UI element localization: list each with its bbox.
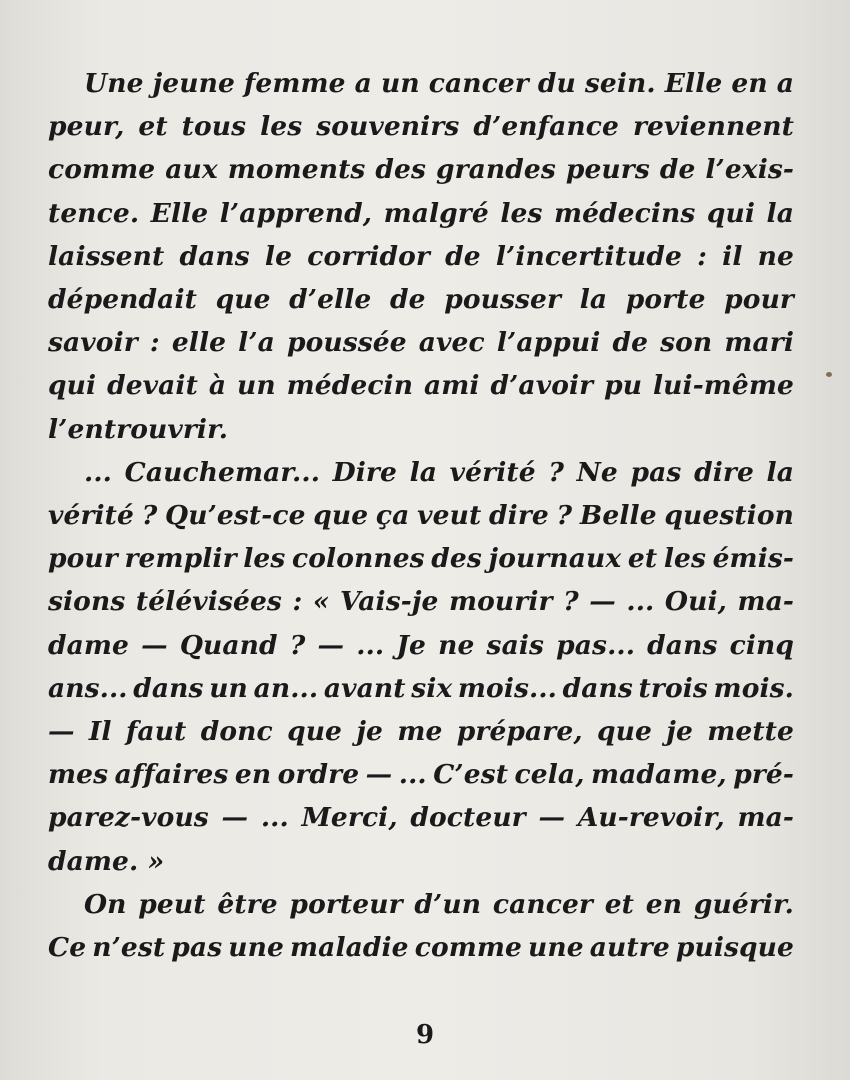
text-line: dame — Quand ? — ... Je ne sais pas... dans cinq [48,629,794,661]
text-line: ... Cauchemar... Dire la vérité ? Ne pas dire la [84,456,794,488]
text-line: — Il faut donc que je me prépare, que je mette [48,716,794,748]
text-line: peur, et tous les souvenirs d’enfance reviennent [48,111,794,143]
text-line: On peut être porteur d’un cancer et en guérir. [84,888,794,920]
text-line: Une jeune femme a un cancer du sein. Elle en a [84,68,794,99]
page-number: 9 [415,1020,435,1050]
text-line: laissent dans le corridor de l’incertitude : il ne [48,240,794,272]
text-line: l’entrouvrir. [48,413,229,445]
body-text [48,62,794,969]
text-line: qui devait à un médecin ami d’avoir pu lui-même [48,370,794,402]
paragraph-3 [48,883,794,969]
text-line: comme aux moments des grandes peurs de l’exis- [48,154,794,186]
text-line: tence. Elle l’apprend, malgré les médecins qui la [48,197,794,229]
paragraph-1 [48,62,794,451]
paragraph-2 [48,451,794,883]
text-line: pour remplir les colonnes des journaux et les émis- [48,543,794,575]
text-line: sions télévisées : « Vais-je mourir ? — ... Oui, ma- [48,586,794,618]
text-line: Ce n’est pas une maladie comme une autre puisque [48,932,794,964]
text-line: dépendait que d’elle de pousser la porte pour [48,284,794,316]
text-line: dame. » [48,845,165,877]
text-line: mes affaires en ordre — ... C’est cela, madame, pré- [48,759,794,791]
text-line: parez-vous — ... Merci, docteur — Au-revoir, ma- [48,802,794,834]
paper-speck [826,372,832,377]
text-line: ans... dans un an... avant six mois... dans trois mois. [48,672,794,704]
text-line: vérité ? Qu’est-ce que ça veut dire ? Belle question [48,500,794,532]
text-line: savoir : elle l’a poussée avec l’appui de son mari [48,327,794,359]
